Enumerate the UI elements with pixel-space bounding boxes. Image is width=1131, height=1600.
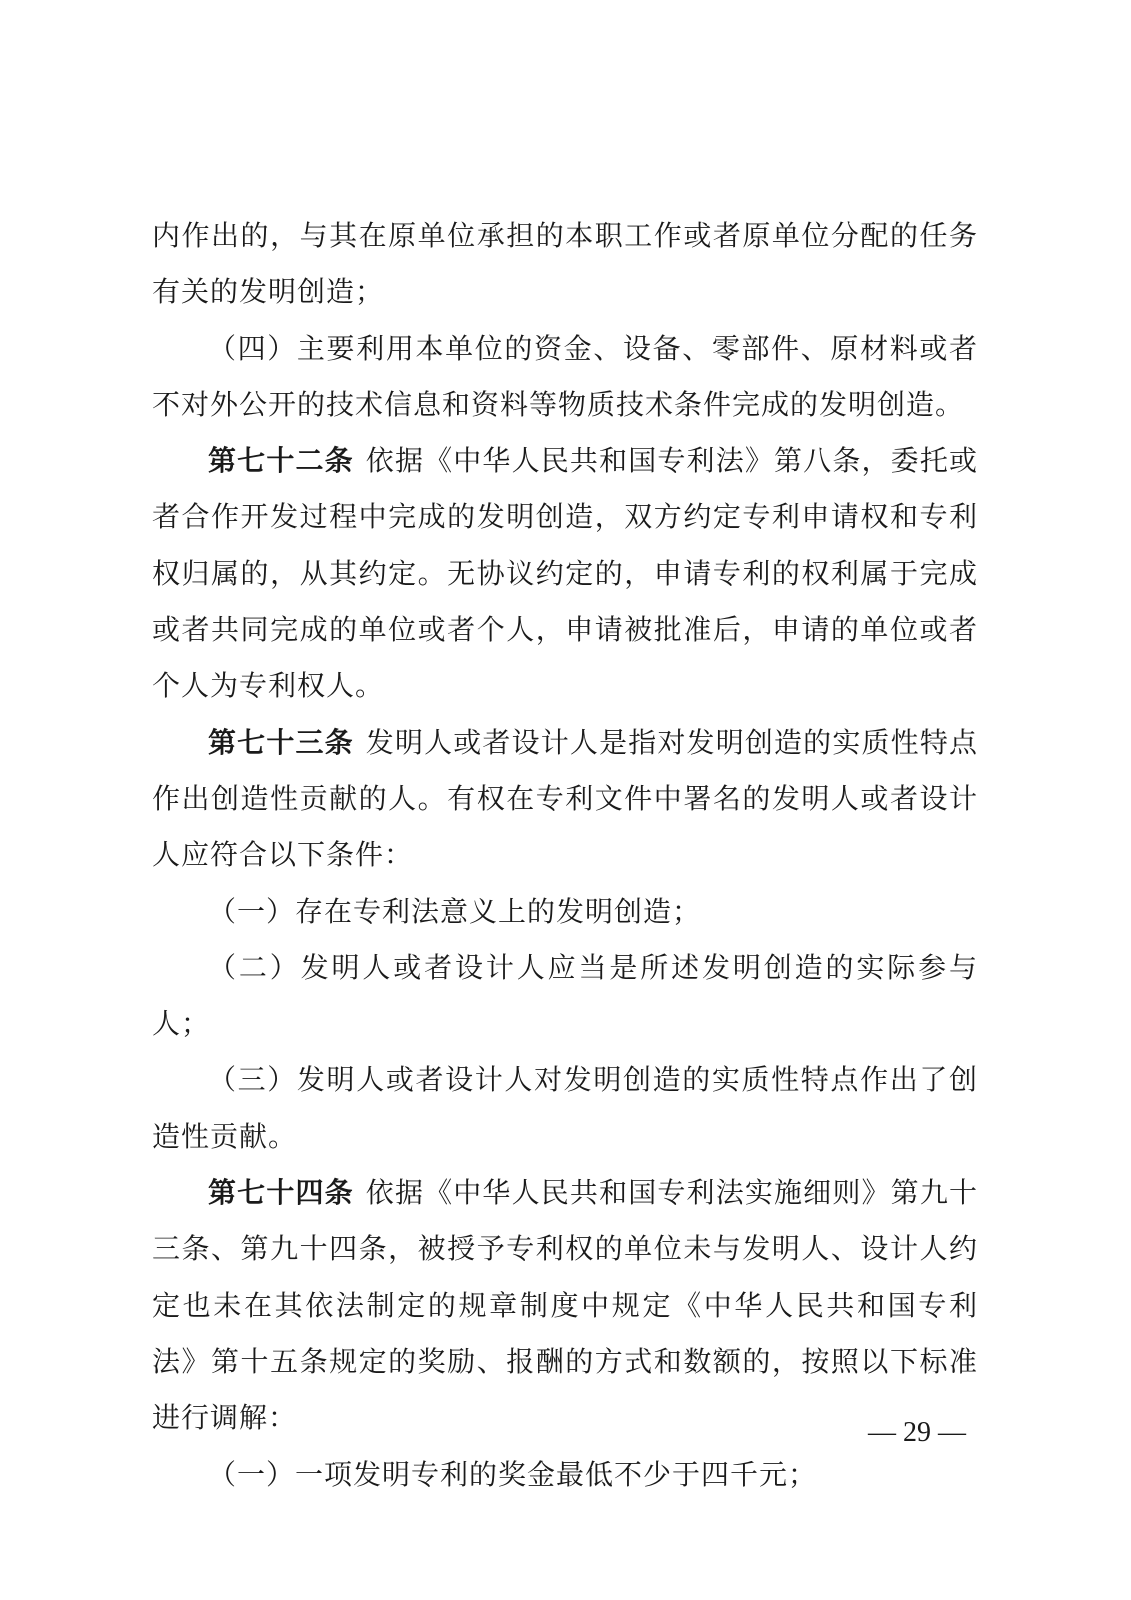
- body-text: [152, 208, 978, 1503]
- paragraph-item-4: [152, 321, 978, 434]
- article-heading: 第七十三条: [208, 725, 354, 759]
- page-number: — 29 —: [868, 1417, 966, 1448]
- list-item-3: [152, 1052, 978, 1165]
- paragraph-text: （三）发明人或者设计人对发明创造的实质性特点作出了创造性贡献。: [152, 1063, 978, 1153]
- article-heading: 第七十二条: [208, 444, 354, 478]
- paragraph-continuation: [152, 208, 978, 321]
- paragraph-text: 内作出的，与其在原单位承担的本职工作或者原单位分配的任务有关的发明创造；: [152, 219, 978, 309]
- list-item-1b: [152, 1447, 978, 1503]
- paragraph-text: （一）一项发明专利的奖金最低不少于四千元；: [208, 1457, 818, 1491]
- article-74: [152, 1165, 978, 1446]
- article-72: [152, 433, 978, 714]
- paragraph-text: 依据《中华人民共和国专利法实施细则》第九十三条、第九十四条，被授予专利权的单位未与发明人、设计人约定也未在其依法制定的规章制度中规定《中华人民共和国专利法》第十五条规定的奖励、报酬的方式和数额的，按照以下标准进行调解：: [152, 1176, 978, 1435]
- paragraph-text: 发明人或者设计人是指对发明创造的实质性特点作出创造性贡献的人。有权在专利文件中署名的发明人或者设计人应符合以下条件：: [152, 725, 978, 872]
- paragraph-text: 依据《中华人民共和国专利法》第八条，委托或者合作开发过程中完成的发明创造，双方约定专利申请权和专利权归属的，从其约定。无协议约定的，申请专利的权利属于完成或者共同完成的单位或者个人，申请被批准后，申请的单位或者个人为专利权人。: [152, 444, 978, 703]
- paragraph-text: （四）主要利用本单位的资金、设备、零部件、原材料或者不对外公开的技术信息和资料等物质技术条件完成的发明创造。: [152, 331, 978, 421]
- article-heading: 第七十四条: [208, 1176, 354, 1210]
- paragraph-text: （一）存在专利法意义上的发明创造；: [208, 894, 702, 928]
- paragraph-text: （二）发明人或者设计人应当是所述发明创造的实际参与人；: [152, 950, 978, 1041]
- list-item-2: [152, 940, 978, 1053]
- article-73: [152, 715, 978, 884]
- list-item-1: [152, 884, 978, 940]
